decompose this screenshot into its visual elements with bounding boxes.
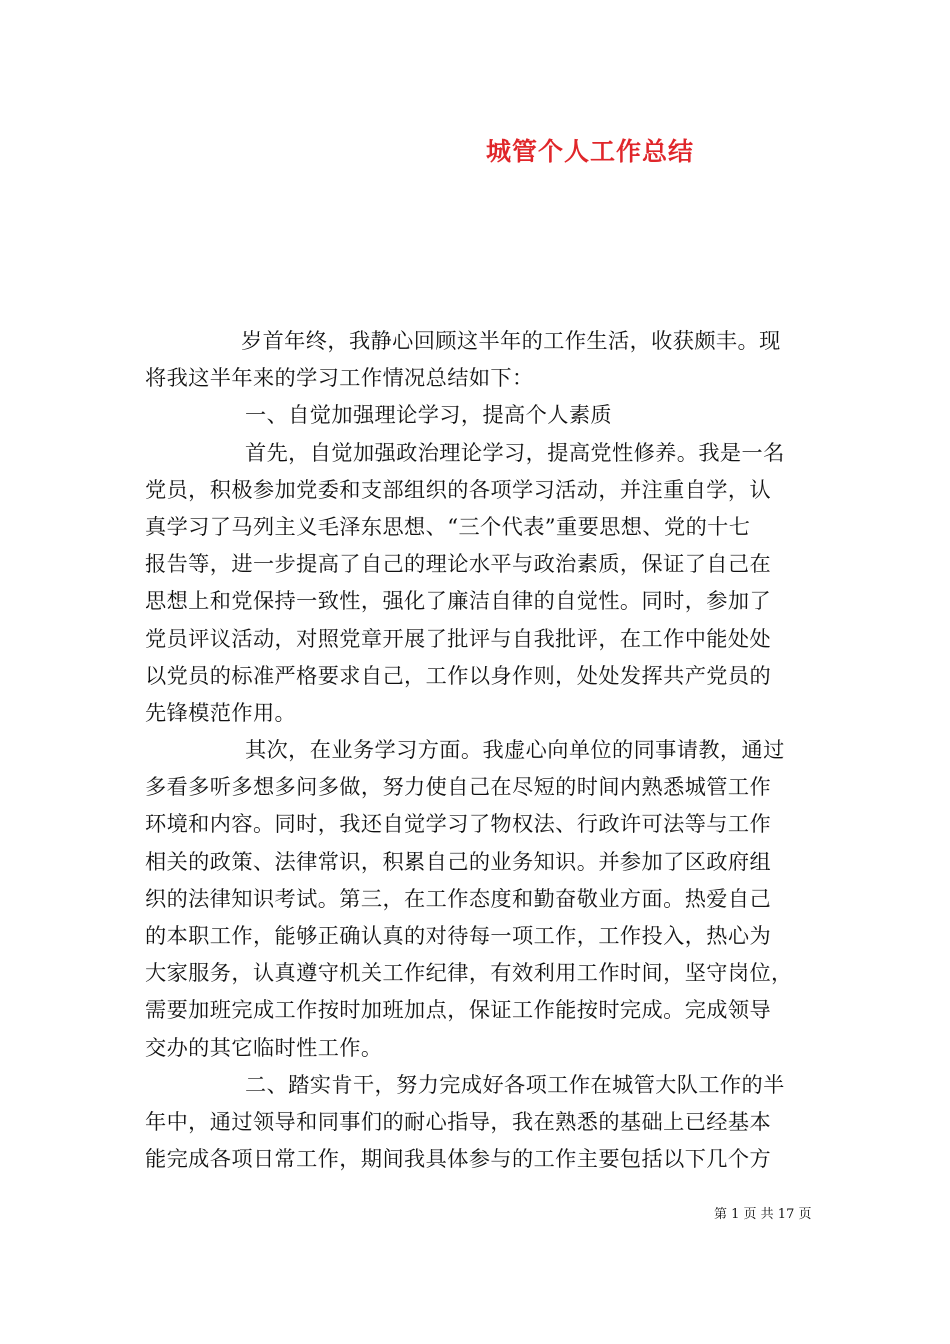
section-heading: 二、踏实肯干，努力完成好各项工作在城管大队工作的半 — [245, 1071, 785, 1097]
text-line: 的本职工作，能够正确认真的对待每一项工作，工作投入，热心为 — [145, 923, 772, 948]
text-line: 岁首年终，我静心回顾这半年的工作生活，收获颇丰。现 — [241, 328, 781, 353]
text-line: 交办的其它临时性工作。 — [145, 1034, 383, 1060]
text-line: 真学习了马列主义毛泽东思想、“三个代表”重要思想、党的十七 — [145, 513, 751, 539]
text-line: 织的法律知识考试。第三，在工作态度和勤奋敬业方面。热爱自己 — [145, 885, 772, 911]
text-line: 以党员的标准严格要求自己，工作以身作则，处处发挥共产党员的 — [145, 662, 772, 688]
text-line: 大家服务，认真遵守机关工作纪律，有效利用工作时间，坚守岗位， — [145, 960, 793, 986]
text-line: 其次，在业务学习方面。我虚心向单位的同事请教，通过 — [245, 737, 785, 763]
text-line: 需要加班完成工作按时加班加点，保证工作能按时完成。完成领导 — [145, 997, 772, 1023]
document-title: 城管个人工作总结 — [485, 137, 694, 166]
section-heading: 一、自觉加强理论学习，提高个人素质 — [245, 402, 612, 428]
text-line: 党员评议活动，对照党章开展了批评与自我批评，在工作中能处处 — [145, 625, 772, 651]
text-line: 相关的政策、法律常识，积累自己的业务知识。并参加了区政府组 — [145, 848, 772, 874]
document-body — [145, 322, 811, 1177]
text-line: 党员，积极参加党委和支部组织的各项学习活动，并注重自学，认 — [145, 476, 772, 502]
text-line: 年中，通过领导和同事们的耐心指导，我在熟悉的基础上已经基本 — [145, 1108, 772, 1134]
text-line: 思想上和党保持一致性，强化了廉洁自律的自觉性。同时，参加了 — [145, 588, 772, 614]
text-line: 首先，自觉加强政治理论学习，提高党性修养。我是一名 — [245, 439, 785, 465]
text-line: 环境和内容。同时，我还自觉学习了物权法、行政许可法等与工作 — [145, 811, 772, 837]
text-line: 报告等，进一步提高了自己的理论水平与政治素质，保证了自己在 — [145, 551, 772, 577]
text-line: 多看多听多想多问多做，努力使自己在尽短的时间内熟悉城管工作 — [145, 774, 772, 800]
page-footer: 第 1 页 共 17 页 — [714, 1207, 812, 1222]
text-line: 能完成各项日常工作，期间我具体参与的工作主要包括以下几个方 — [145, 1146, 772, 1172]
text-line: 先锋模范作用。 — [145, 699, 297, 725]
text-line: 将我这半年来的学习工作情况总结如下： — [145, 365, 534, 391]
